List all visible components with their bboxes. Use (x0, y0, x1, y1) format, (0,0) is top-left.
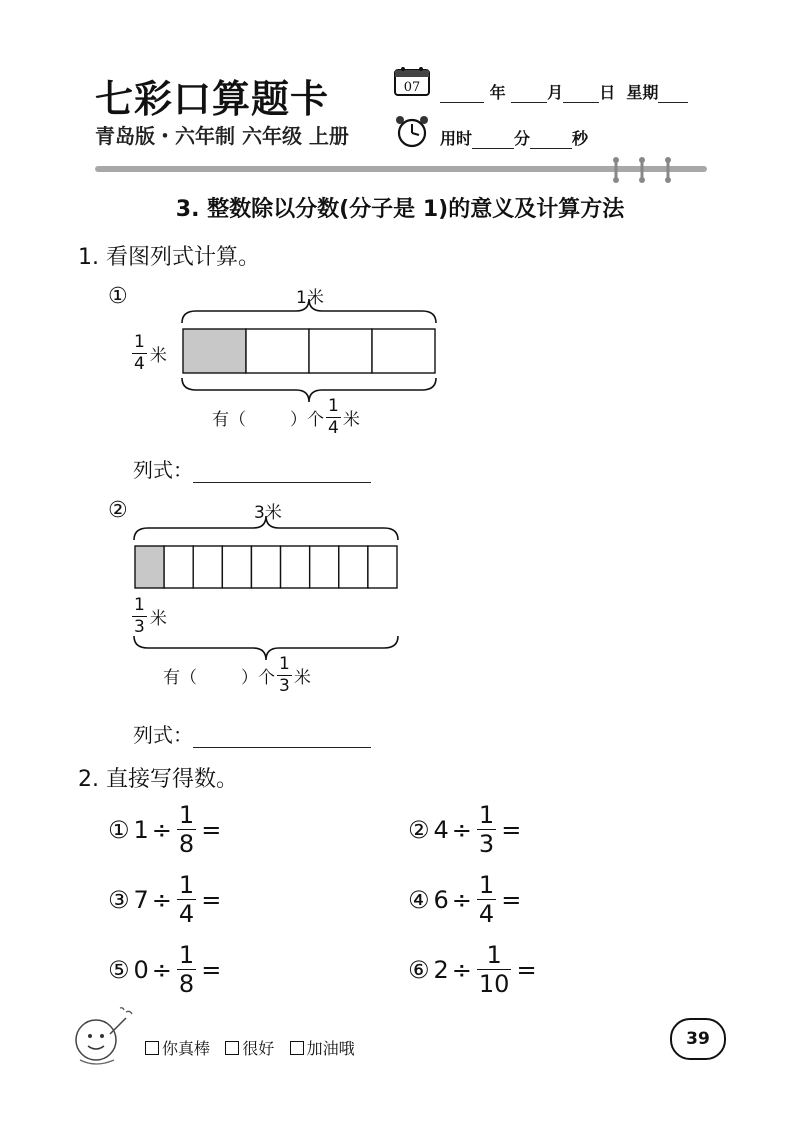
seconds-label: 秒 (572, 129, 589, 148)
rating-checkbox-keep-going[interactable] (290, 1041, 304, 1055)
equals-sign: = (501, 815, 522, 844)
q1-part2-formula (133, 719, 371, 748)
fraction-numerator: 1 (328, 396, 339, 416)
calendar-day: 07 (403, 80, 421, 95)
fraction-denominator: 4 (328, 418, 339, 438)
q1-part1-total: 1米 (296, 288, 324, 308)
calc-answer-blank[interactable] (524, 887, 584, 913)
duration-label: 用时 (440, 129, 473, 148)
calendar-icon (393, 65, 431, 97)
weekday-blank[interactable] (658, 88, 688, 103)
time-fields (440, 126, 588, 149)
segment (309, 329, 372, 373)
fraction-denominator: 4 (178, 900, 195, 928)
count-suffix: ）个 (241, 668, 275, 688)
equals-sign: = (201, 955, 222, 984)
fraction-denominator: 3 (478, 830, 495, 858)
count-suffix: ）个 (290, 410, 324, 430)
segment (281, 546, 310, 588)
fraction-denominator: 10 (478, 970, 510, 998)
segment (368, 546, 397, 588)
minutes-label: 分 (514, 129, 531, 148)
calc-fraction (477, 873, 496, 926)
q1-part1-piece-label (132, 334, 167, 373)
fraction-denominator: 4 (134, 354, 145, 374)
fraction-numerator: 1 (178, 871, 195, 899)
fraction-denominator: 8 (178, 970, 195, 998)
calc-marker: ④ (408, 885, 430, 914)
day-blank[interactable] (563, 88, 599, 103)
seconds-blank[interactable] (530, 134, 572, 149)
count-fraction (326, 398, 341, 437)
segment (310, 546, 339, 588)
lesson-title: 3. 整数除以分数(分子是 1)的意义及计算方法 (175, 197, 625, 222)
formula-label: 列式： (133, 723, 193, 747)
calc-item (108, 873, 284, 926)
formula-answer-line[interactable] (193, 462, 371, 483)
calc-whole: 2 (433, 955, 449, 984)
q1-part1-marker: ① (108, 284, 128, 309)
count-unit: 米 (342, 410, 360, 430)
calc-fraction (477, 943, 512, 996)
month-blank[interactable] (511, 88, 547, 103)
minutes-blank[interactable] (472, 134, 514, 149)
segment-bar-svg (134, 545, 398, 589)
binder-rings-icon (606, 156, 678, 184)
formula-label: 列式： (133, 458, 193, 482)
calc-whole: 0 (133, 955, 149, 984)
calc-whole: 7 (133, 885, 149, 914)
formula-answer-line[interactable] (193, 727, 371, 748)
unit-label: 米 (149, 346, 167, 366)
segment (246, 329, 309, 373)
segment (222, 546, 251, 588)
divide-sign: ÷ (151, 885, 172, 914)
fraction-numerator: 1 (134, 595, 145, 615)
calc-answer-blank[interactable] (224, 817, 284, 843)
divide-sign: ÷ (451, 815, 472, 844)
date-fields (440, 80, 688, 103)
calc-item (108, 943, 284, 996)
piece-fraction (132, 597, 147, 636)
fraction-numerator: 1 (178, 801, 195, 829)
rating-label-good: 很好 (242, 1039, 275, 1058)
brand-title: 七彩口算题卡 (95, 76, 330, 121)
q1-part1-formula (133, 454, 371, 483)
equals-sign: = (201, 815, 222, 844)
q1-part2-piece-label (132, 597, 167, 636)
calc-fraction (177, 943, 196, 996)
segment (193, 546, 222, 588)
weekday-label: 星期 (626, 83, 659, 102)
segment (164, 546, 193, 588)
divide-sign: ÷ (151, 815, 172, 844)
calc-whole: 4 (433, 815, 449, 844)
calc-answer-blank[interactable] (524, 817, 584, 843)
calc-marker: ⑥ (408, 955, 430, 984)
calc-marker: ① (108, 815, 130, 844)
segment-shaded (135, 546, 164, 588)
calc-fraction (177, 803, 196, 856)
calc-marker: ③ (108, 885, 130, 914)
rating-label-great: 你真棒 (162, 1039, 211, 1058)
calc-item (108, 803, 284, 856)
segment-shaded (183, 329, 246, 373)
page-number: 39 (670, 1018, 726, 1060)
calc-fraction (477, 803, 496, 856)
fraction-numerator: 1 (478, 801, 495, 829)
fraction-numerator: 1 (178, 941, 195, 969)
calc-answer-blank[interactable] (224, 887, 284, 913)
day-label: 日 (599, 83, 616, 102)
q1-part1-segment-bar (182, 328, 436, 374)
calc-marker: ⑤ (108, 955, 130, 984)
q1-part2-segment-bar (134, 545, 398, 589)
calc-marker: ② (408, 815, 430, 844)
year-blank[interactable] (440, 88, 484, 103)
count-unit: 米 (293, 668, 311, 688)
divide-sign: ÷ (451, 885, 472, 914)
rating-checkbox-good[interactable] (225, 1041, 239, 1055)
count-prefix: 有（ (163, 668, 197, 688)
count-prefix: 有（ (212, 410, 246, 430)
year-label: 年 (489, 83, 506, 102)
calc-whole: 6 (433, 885, 449, 914)
self-rating (145, 1036, 355, 1059)
q1-part1-count-sentence (212, 398, 360, 437)
segment (372, 329, 435, 373)
divide-sign: ÷ (451, 955, 472, 984)
fraction-denominator: 8 (178, 830, 195, 858)
fraction-numerator: 1 (279, 654, 290, 674)
fraction-numerator: 1 (134, 332, 145, 352)
calc-item (408, 803, 584, 856)
calc-whole: 1 (133, 815, 149, 844)
segment (251, 546, 280, 588)
edition-label: 青岛版・六年制 六年级 上册 (95, 124, 349, 148)
month-label: 月 (547, 83, 564, 102)
fraction-denominator: 3 (134, 617, 145, 637)
q2-heading: 2. 直接写得数。 (78, 767, 238, 792)
calc-answer-blank[interactable] (540, 957, 600, 983)
fraction-denominator: 4 (478, 900, 495, 928)
q1-part2-marker: ② (108, 498, 128, 523)
equals-sign: = (501, 885, 522, 914)
piece-fraction (132, 334, 147, 373)
alarm-clock-icon (393, 114, 431, 148)
fraction-denominator: 3 (279, 676, 290, 696)
equals-sign: = (201, 885, 222, 914)
calc-fraction (177, 873, 196, 926)
q1-part2-total: 3米 (254, 503, 282, 523)
segment (339, 546, 368, 588)
segment-bar-svg (182, 328, 436, 374)
count-fraction (277, 656, 292, 695)
rating-checkbox-great[interactable] (145, 1041, 159, 1055)
q1-part2-count-sentence (163, 656, 311, 695)
equals-sign: = (516, 955, 537, 984)
divide-sign: ÷ (151, 955, 172, 984)
fraction-numerator: 1 (478, 871, 495, 899)
fraction-numerator: 1 (486, 941, 502, 969)
calc-item (408, 943, 600, 996)
calc-answer-blank[interactable] (224, 957, 284, 983)
q1-heading: 1. 看图列式计算。 (78, 245, 260, 270)
unit-label: 米 (149, 609, 167, 629)
cartoon-mascot-icon (70, 1004, 138, 1070)
rating-label-keep-going: 加油哦 (306, 1039, 355, 1058)
calc-item (408, 873, 584, 926)
